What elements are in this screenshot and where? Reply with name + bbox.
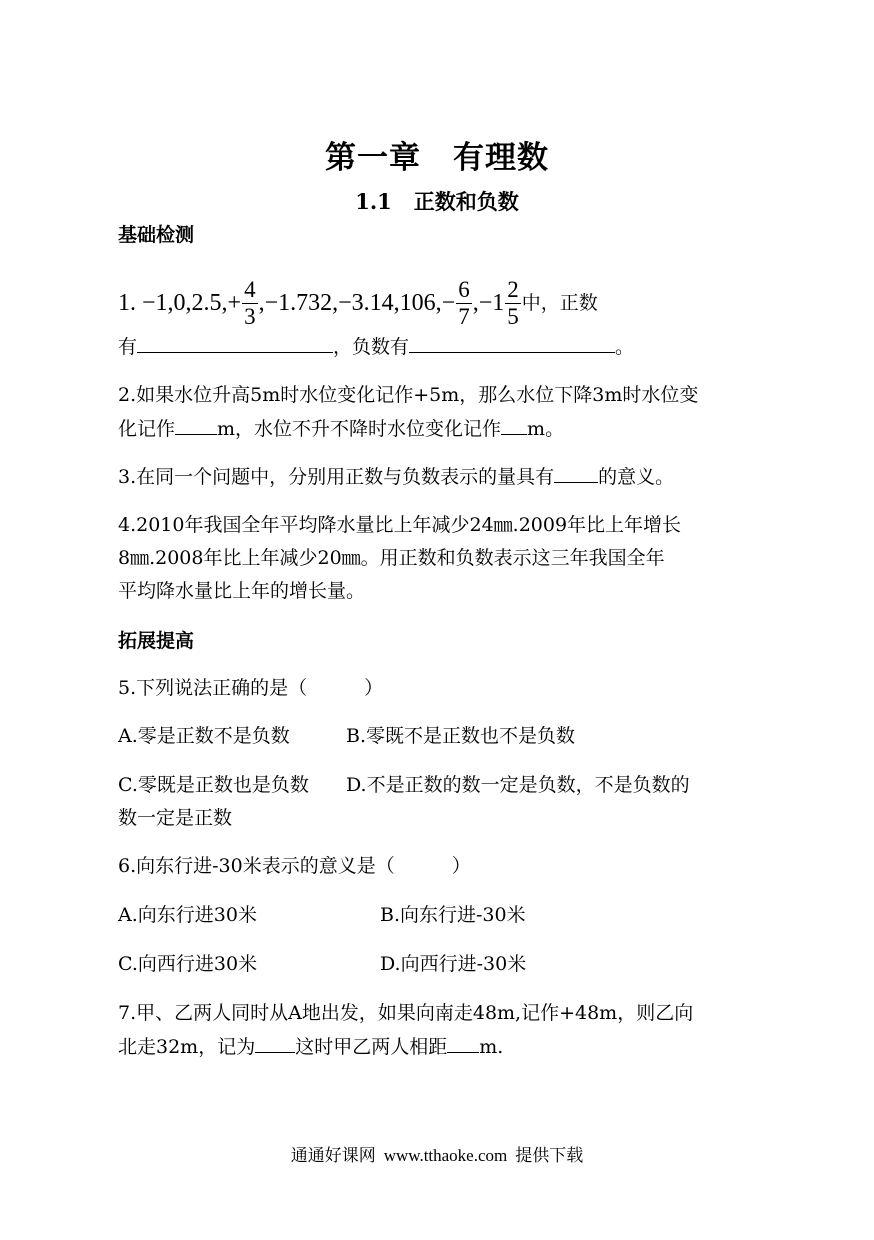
question-7-line-2	[118, 1034, 503, 1059]
page-footer	[0, 1141, 874, 1166]
footer-site: 通通好课网	[290, 1146, 376, 1166]
q1-negative-blank[interactable]	[409, 334, 615, 353]
section-name: 正数和负数	[413, 190, 519, 214]
q1-label: 1.	[118, 290, 136, 316]
q6-option-b: B.向东行进-30米	[380, 904, 526, 926]
q1-frac2-numerator: 6	[458, 276, 470, 302]
question-2-line-1: 2.如果水位升高5m时水位变化记作+5m，那么水位下降3m时水位变	[118, 384, 699, 406]
q2-line2-c: m。	[527, 418, 565, 440]
q5-option-b: B.零既不是正数也不是负数	[346, 725, 576, 747]
q1-frac3-denominator: 5	[507, 303, 519, 329]
q1-frac1-denominator: 3	[244, 303, 256, 329]
q1-line2-a: 有	[118, 336, 138, 358]
chapter-title: 第一章 有理数	[325, 140, 549, 176]
q1-fraction-2	[456, 277, 472, 330]
q5-option-c: C.零既是正数也是负数	[118, 774, 309, 796]
q1-fraction-3	[505, 277, 521, 330]
q5-option-d: D.不是正数的数一定是负数，不是负数的	[346, 774, 690, 796]
question-4-line-1: 4.2010年我国全年平均降水量比上年减少24㎜.2009年比上年增长	[118, 514, 682, 536]
q1-line2-c: 。	[615, 336, 635, 358]
question-4-line-3: 平均降水量比上年的增长量。	[118, 580, 366, 602]
heading-extend: 拓展提高	[118, 630, 195, 652]
q7-line2-c: m.	[479, 1036, 504, 1058]
footer-url[interactable]: www.tthaoke.com	[383, 1146, 508, 1165]
q1-frac1-numerator: 4	[244, 276, 256, 302]
q3-a: 3.在同一个问题中，分别用正数与负数表示的量具有	[118, 466, 555, 488]
q7-line2-a: 北走32m，记为	[118, 1036, 256, 1058]
question-5-stem: 5.下列说法正确的是（ ）	[118, 677, 384, 699]
q1-part-c: ,−1	[472, 290, 505, 316]
question-6-stem: 6.向东行进-30米表示的意义是（ ）	[118, 855, 471, 877]
question-3	[118, 464, 674, 489]
q6-option-d: D.向西行进-30米	[380, 953, 527, 975]
q5-option-d-cont: 数一定是正数	[118, 807, 233, 829]
q1-part-d: 中，正数	[521, 292, 598, 314]
q7-line2-b: 这时甲乙两人相距	[295, 1036, 448, 1058]
q1-fraction-1	[242, 277, 258, 330]
q2-line2-b: m，水位不升不降时水位变化记作	[217, 418, 502, 440]
q1-part-b: ,−1.732,−3.14,106,−	[258, 290, 456, 316]
q7-blank-2[interactable]	[447, 1034, 479, 1053]
q5-option-a: A.零是正数不是负数	[118, 725, 290, 747]
q7-blank-1[interactable]	[255, 1034, 295, 1053]
q1-part-a: −1,0,2.5,+	[142, 290, 242, 316]
q1-positive-blank[interactable]	[137, 334, 333, 353]
q2-blank-1[interactable]	[175, 416, 217, 435]
q2-blank-2[interactable]	[501, 416, 527, 435]
section-title	[0, 186, 874, 216]
q3-blank[interactable]	[554, 464, 598, 483]
question-1-line-2	[118, 334, 634, 359]
heading-basic: 基础检测	[118, 224, 195, 246]
question-4-line-2: 8㎜.2008年比上年减少20㎜。用正数和负数表示这三年我国全年	[118, 547, 665, 569]
question-7-line-1: 7.甲、乙两人同时从A地出发，如果向南走48m,记作+48m，则乙向	[118, 1002, 694, 1024]
question-2-line-2	[118, 416, 564, 441]
q6-option-c: C.向西行进30米	[118, 953, 258, 975]
q6-option-a: A.向东行进30米	[118, 904, 257, 926]
section-number: 1.1	[355, 189, 392, 214]
question-1	[118, 272, 598, 334]
q1-line2-b: ，负数有	[333, 336, 410, 358]
q1-frac2-denominator: 7	[458, 303, 470, 329]
q3-b: 的意义。	[598, 466, 675, 488]
q2-line2-a: 化记作	[118, 418, 176, 440]
footer-tail: 提供下载	[515, 1146, 584, 1166]
q1-frac3-numerator: 2	[507, 276, 519, 302]
